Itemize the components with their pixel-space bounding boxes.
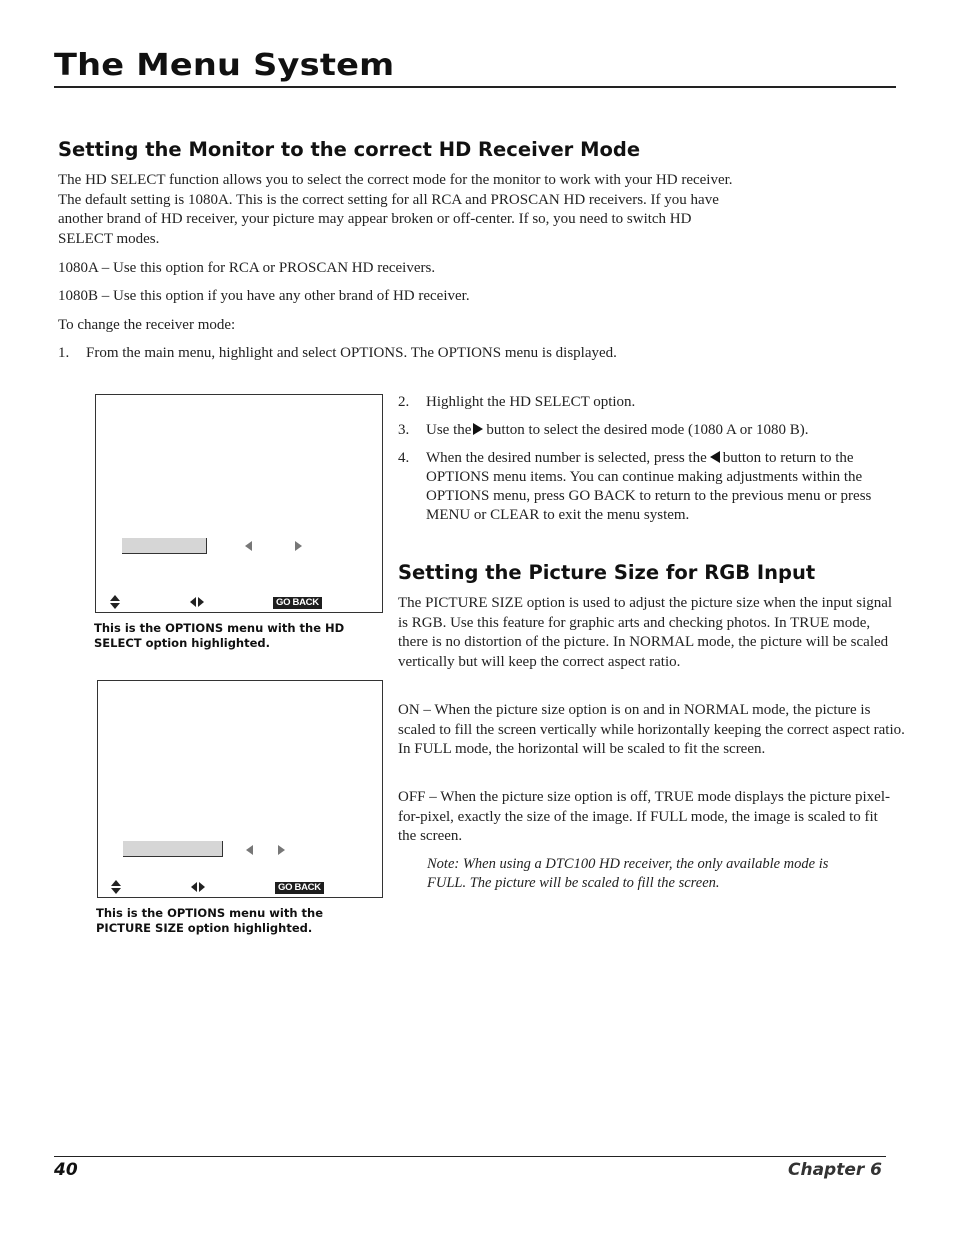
step-text-before: Use the [426, 422, 472, 438]
left-right-arrows-icon [190, 597, 206, 607]
option-1080b: 1080B – Use this option if you have any other brand of HD receiver. [58, 288, 470, 304]
up-down-arrows-icon [110, 595, 120, 609]
options-menu-screen-picture-size [97, 680, 383, 898]
chapter-label: Chapter 6 [787, 1160, 882, 1180]
right-arrow-icon [295, 541, 302, 551]
right-arrow-button-icon [473, 423, 483, 435]
dtc100-note: Note: When using a DTC100 HD receiver, the only available mode is FULL. The picture will be scaled to fill the screen. [427, 856, 829, 891]
highlighted-menu-item [123, 841, 223, 857]
step-text [426, 421, 808, 440]
change-mode-intro: To change the receiver mode: [58, 317, 236, 333]
picture-size-on: ON – When the picture size option is on and in NORMAL mode, the picture is scaled to fill the screen vertically while horizontally keeping the correct aspect ratio. In FULL mode, the horizontal will be scaled to fit the screen. [398, 702, 905, 757]
options-menu-screen-hd-select [95, 394, 383, 613]
step-number: 3. [398, 422, 410, 438]
footer-divider [54, 1156, 886, 1157]
left-right-arrows-icon [191, 882, 207, 892]
picture-size-off: OFF – When the picture size option is off, TRUE mode displays the picture pixel-for-pixel, exactly the size of the image. If FULL mode, the image is scaled to fit the screen. [398, 789, 891, 844]
figure-caption-hd-select: This is the OPTIONS menu with the HD SELECT option highlighted. [94, 621, 345, 650]
go-back-button: GO BACK [273, 597, 322, 609]
step-text-before: When the desired number is selected, press the [426, 450, 707, 466]
step-text: From the main menu, highlight and select OPTIONS. The OPTIONS menu is displayed. [86, 345, 617, 361]
right-arrow-icon [278, 845, 285, 855]
step-text-after: button to return to the OPTIONS menu items. You can continue making adjustments within the OPTIONS menu, press GO BACK to return to the previous menu or press MENU or CLEAR to exit the menu system. [426, 450, 872, 523]
hd-select-intro: The HD SELECT function allows you to select the correct mode for the monitor to work with your HD receiver. The default setting is 1080A. This is the correct setting for all RCA and PROSCAN HD receivers. If you have another brand of HD receiver, your picture may appear broken or off-center. If so, you need to switch HD SELECT modes. [58, 172, 733, 247]
section-heading-picture-size: Setting the Picture Size for RGB Input [398, 561, 816, 584]
step-text [426, 449, 898, 525]
page-title: The Menu System [54, 48, 395, 83]
option-1080a: 1080A – Use this option for RCA or PROSCAN HD receivers. [58, 260, 436, 276]
section-heading-hd-receiver: Setting the Monitor to the correct HD Receiver Mode [58, 138, 641, 161]
up-down-arrows-icon [111, 880, 121, 894]
title-divider [54, 86, 896, 88]
picture-size-intro: The PICTURE SIZE option is used to adjust the picture size when the input signal is RGB. Use this feature for graphic arts and checking photos. In TRUE mode, there is no distortion of the picture. In NORMAL mode, the picture will be scaled vertically but will keep the correct aspect ratio. [398, 595, 893, 670]
left-arrow-icon [246, 845, 253, 855]
highlighted-menu-item [122, 538, 207, 554]
step-number: 1. [58, 345, 70, 361]
step-text: Highlight the HD SELECT option. [426, 394, 636, 410]
step-4 [398, 449, 906, 529]
step-2 [398, 393, 906, 413]
step-text-after: button to select the desired mode (1080 A or 1080 B). [486, 422, 809, 438]
step-number: 4. [398, 450, 410, 466]
go-back-button: GO BACK [275, 882, 324, 894]
left-arrow-button-icon [710, 451, 720, 463]
step-1 [58, 344, 778, 364]
page-number: 40 [54, 1160, 78, 1180]
step-number: 2. [398, 394, 410, 410]
figure-caption-picture-size: This is the OPTIONS menu with the PICTURE SIZE option highlighted. [96, 906, 324, 935]
left-arrow-icon [245, 541, 252, 551]
step-3 [398, 421, 906, 441]
